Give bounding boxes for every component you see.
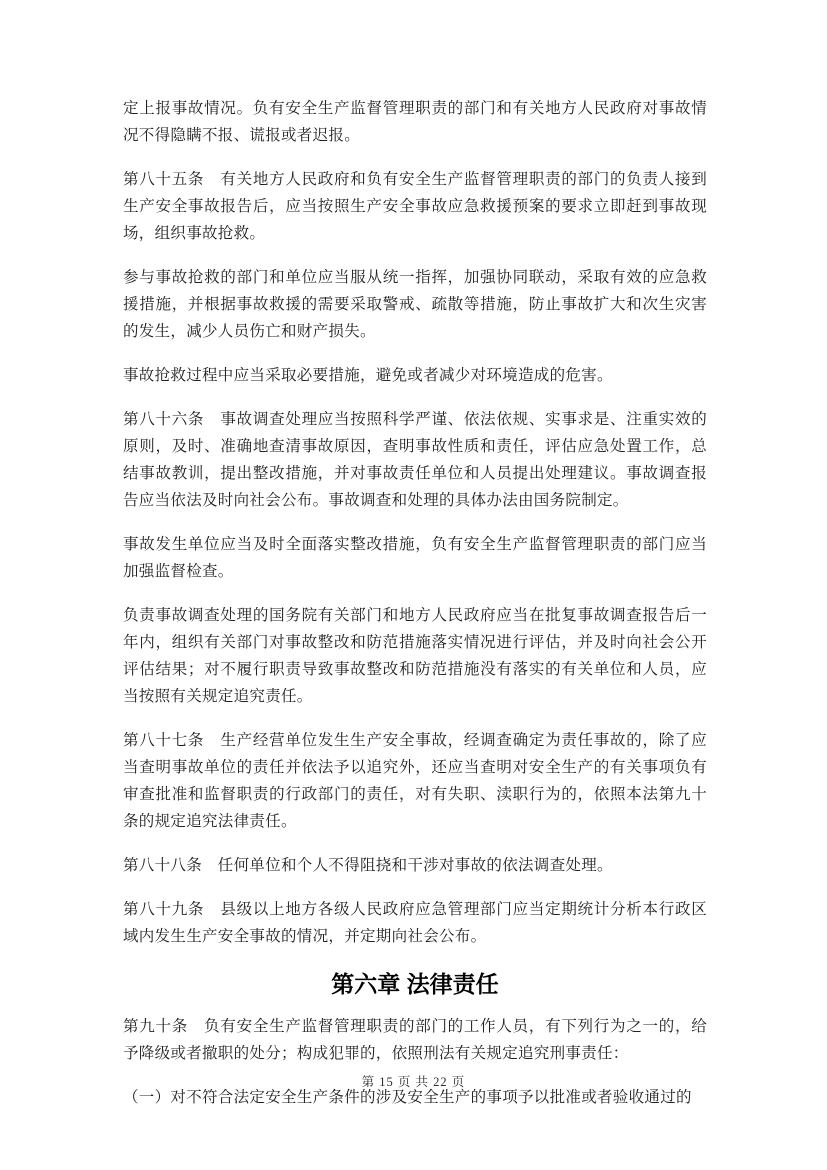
- article-86-paragraph-2: 事故发生单位应当及时全面落实整改措施，负有安全生产监督管理职责的部门应当加强监督检查。: [123, 536, 707, 580]
- article-87-paragraph: 第八十七条 生产经营单位发生生产安全事故，经调查确定为责任事故的，除了应当查明事故单位的责任并依法予以追究外，还应当查明对安全生产的有关事项负有审查批准和监督职责的行政部门的责任，对有失职、渎职行为的，依照本法第九十条的规定追究法律责任。: [123, 732, 707, 830]
- article-85-paragraph-2: 参与事故抢救的部门和单位应当服从统一指挥，加强协同联动，采取有效的应急救援措施，并根据事故救援的需要采取警戒、疏散等措施，防止事故扩大和次生灾害的发生，减少人员伤亡和财产损失。: [123, 269, 707, 340]
- article-85-paragraph-3: 事故抢救过程中应当采取必要措施，避免或者减少对环境造成的危害。: [123, 367, 613, 384]
- article-90-paragraph: 第九十条 负有安全生产监督管理职责的部门的工作人员，有下列行为之一的，给予降级或者撤职的处分；构成犯罪的，依照刑法有关规定追究刑事责任：: [123, 1018, 707, 1062]
- article-90-item-1: （一）对不符合法定安全生产条件的涉及安全生产的事项予以批准或者验收通过的: [123, 1089, 692, 1106]
- article-86-paragraph-3: 负责事故调查处理的国务院有关部门和地方人民政府应当在批复事故调查报告后一年内，组织有关部门对事故整改和防范措施落实情况进行评估，并及时向社会公开评估结果；对不履行职责导致事故整改和防范措施没有落实的有关单位和人员，应当按照有关规定追究责任。: [123, 607, 707, 705]
- page-number-footer: 第 15 页 共 22 页: [361, 1075, 466, 1089]
- article-89-paragraph: 第八十九条 县级以上地方各级人民政府应急管理部门应当定期统计分析本行政区域内发生生产安全事故的情况，并定期向社会公布。: [123, 901, 707, 945]
- chapter-6-heading: 第六章 法律责任: [331, 971, 499, 997]
- article-85-paragraph: 第八十五条 有关地方人民政府和负有安全生产监督管理职责的部门的负责人接到生产安全事故报告后，应当按照生产安全事故应急救援预案的要求立即赶到事故现场，组织事故抢救。: [123, 171, 707, 242]
- paragraph-continuation: 定上报事故情况。负有安全生产监督管理职责的部门和有关地方人民政府对事故情况不得隐瞒不报、谎报或者迟报。: [123, 100, 707, 144]
- article-88-paragraph: 第八十八条 任何单位和个人不得阻挠和干涉对事故的依法调查处理。: [123, 857, 613, 874]
- article-86-paragraph: 第八十六条 事故调查处理应当按照科学严谨、依法依规、实事求是、注重实效的原则，及时、准确地查清事故原因，查明事故性质和责任，评估应急处置工作，总结事故教训，提出整改措施，并对事故责任单位和人员提出处理建议。事故调查报告应当依法及时向社会公布。事故调查和处理的具体办法由国务院制定。: [123, 411, 707, 509]
- page-content: [123, 95, 707, 1128]
